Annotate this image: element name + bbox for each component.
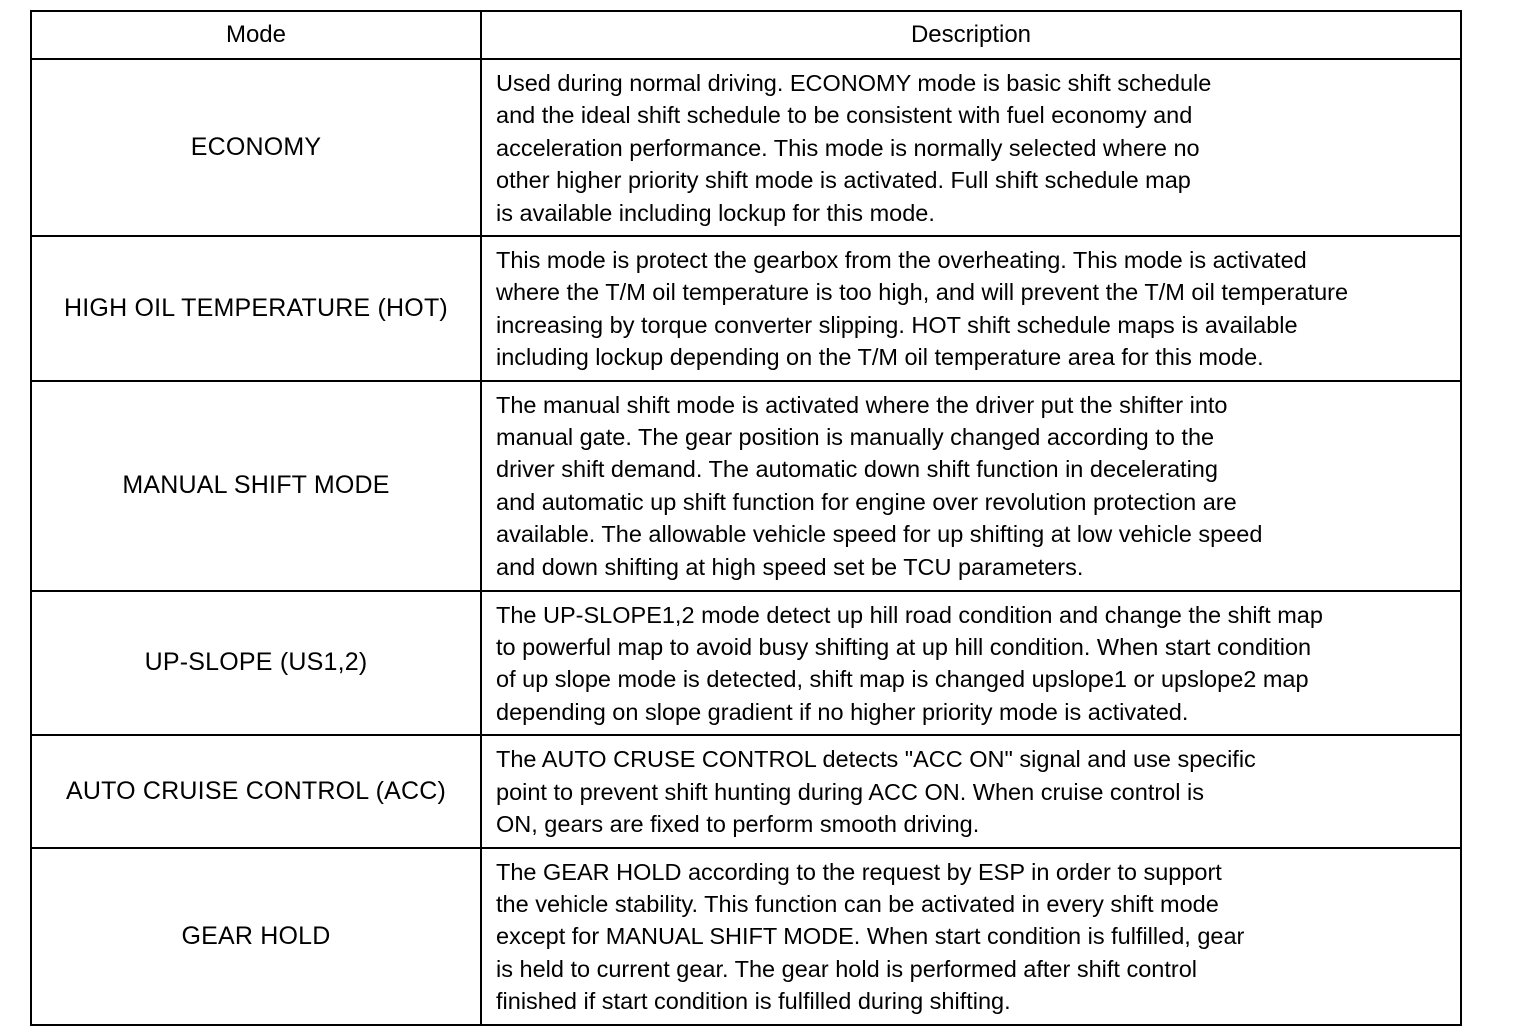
- description-line: finished if start condition is fulfilled during shifting.: [496, 988, 1011, 1015]
- table-row: [31, 735, 1461, 847]
- description-line: depending on slope gradient if no higher priority mode is activated.: [496, 698, 1189, 725]
- description-cell-up-slope: [481, 591, 1461, 736]
- description-column-header: Description: [481, 11, 1461, 59]
- mode-cell-up-slope: UP-SLOPE (US1,2): [31, 591, 481, 736]
- description-line: except for MANUAL SHIFT MODE. When start condition is fulfilled, gear: [496, 923, 1245, 950]
- description-line: The AUTO CRUSE CONTROL detects "ACC ON" signal and use specific: [496, 746, 1256, 773]
- mode-cell-gear-hold: GEAR HOLD: [31, 848, 481, 1025]
- description-line: This mode is protect the gearbox from the overheating. This mode is activated: [496, 247, 1307, 274]
- description-line: ON, gears are fixed to perform smooth driving.: [496, 811, 980, 838]
- description-line: manual gate. The gear position is manually changed according to the: [496, 424, 1215, 451]
- description-line: The GEAR HOLD according to the request by ESP in order to support: [496, 858, 1222, 885]
- table-row: [31, 848, 1461, 1025]
- description-line: The manual shift mode is activated where the driver put the shifter into: [496, 391, 1228, 418]
- description-cell-economy: [481, 59, 1461, 236]
- description-line: The UP-SLOPE1,2 mode detect up hill road condition and change the shift map: [496, 601, 1323, 628]
- description-line: and automatic up shift function for engine over revolution protection are: [496, 488, 1237, 515]
- description-line: driver shift demand. The automatic down shift function in decelerating: [496, 456, 1218, 483]
- description-line: other higher priority shift mode is activated. Full shift schedule map: [496, 167, 1191, 194]
- mode-cell-auto-cruise-control: AUTO CRUISE CONTROL (ACC): [31, 735, 481, 847]
- mode-cell-high-oil-temperature: HIGH OIL TEMPERATURE (HOT): [31, 236, 481, 381]
- description-line: increasing by torque converter slipping. HOT shift schedule maps is available: [496, 311, 1298, 338]
- description-line: acceleration performance. This mode is normally selected where no: [496, 134, 1200, 161]
- table-row: [31, 59, 1461, 236]
- table-row: [31, 236, 1461, 381]
- mode-column-header: Mode: [31, 11, 481, 59]
- description-cell-high-oil-temperature: [481, 236, 1461, 381]
- description-cell-manual-shift-mode: [481, 381, 1461, 591]
- description-line: to powerful map to avoid busy shifting at up hill condition. When start condition: [496, 634, 1312, 661]
- description-line: the vehicle stability. This function can be activated in every shift mode: [496, 890, 1219, 917]
- description-line: point to prevent shift hunting during ACC ON. When cruise control is: [496, 778, 1204, 805]
- description-line: available. The allowable vehicle speed for up shifting at low vehicle speed: [496, 521, 1263, 548]
- shift-mode-table: [30, 10, 1462, 1026]
- table-row: [31, 591, 1461, 736]
- description-line: where the T/M oil temperature is too high, and will prevent the T/M oil temperature: [496, 279, 1349, 306]
- description-line: and down shifting at high speed set be TCU parameters.: [496, 553, 1084, 580]
- description-cell-gear-hold: [481, 848, 1461, 1025]
- description-line: Used during normal driving. ECONOMY mode is basic shift schedule: [496, 70, 1212, 96]
- description-cell-auto-cruise-control: [481, 735, 1461, 847]
- description-line: including lockup depending on the T/M oil temperature area for this mode.: [496, 344, 1264, 371]
- table-row: [31, 381, 1461, 591]
- mode-cell-economy: ECONOMY: [31, 59, 481, 236]
- description-line: is held to current gear. The gear hold is performed after shift control: [496, 955, 1198, 982]
- description-line: of up slope mode is detected, shift map is changed upslope1 or upslope2 map: [496, 666, 1309, 693]
- mode-cell-manual-shift-mode: MANUAL SHIFT MODE: [31, 381, 481, 591]
- header-row: [31, 11, 1461, 59]
- description-line: is available including lockup for this mode.: [496, 199, 935, 226]
- description-line: and the ideal shift schedule to be consistent with fuel economy and: [496, 102, 1193, 129]
